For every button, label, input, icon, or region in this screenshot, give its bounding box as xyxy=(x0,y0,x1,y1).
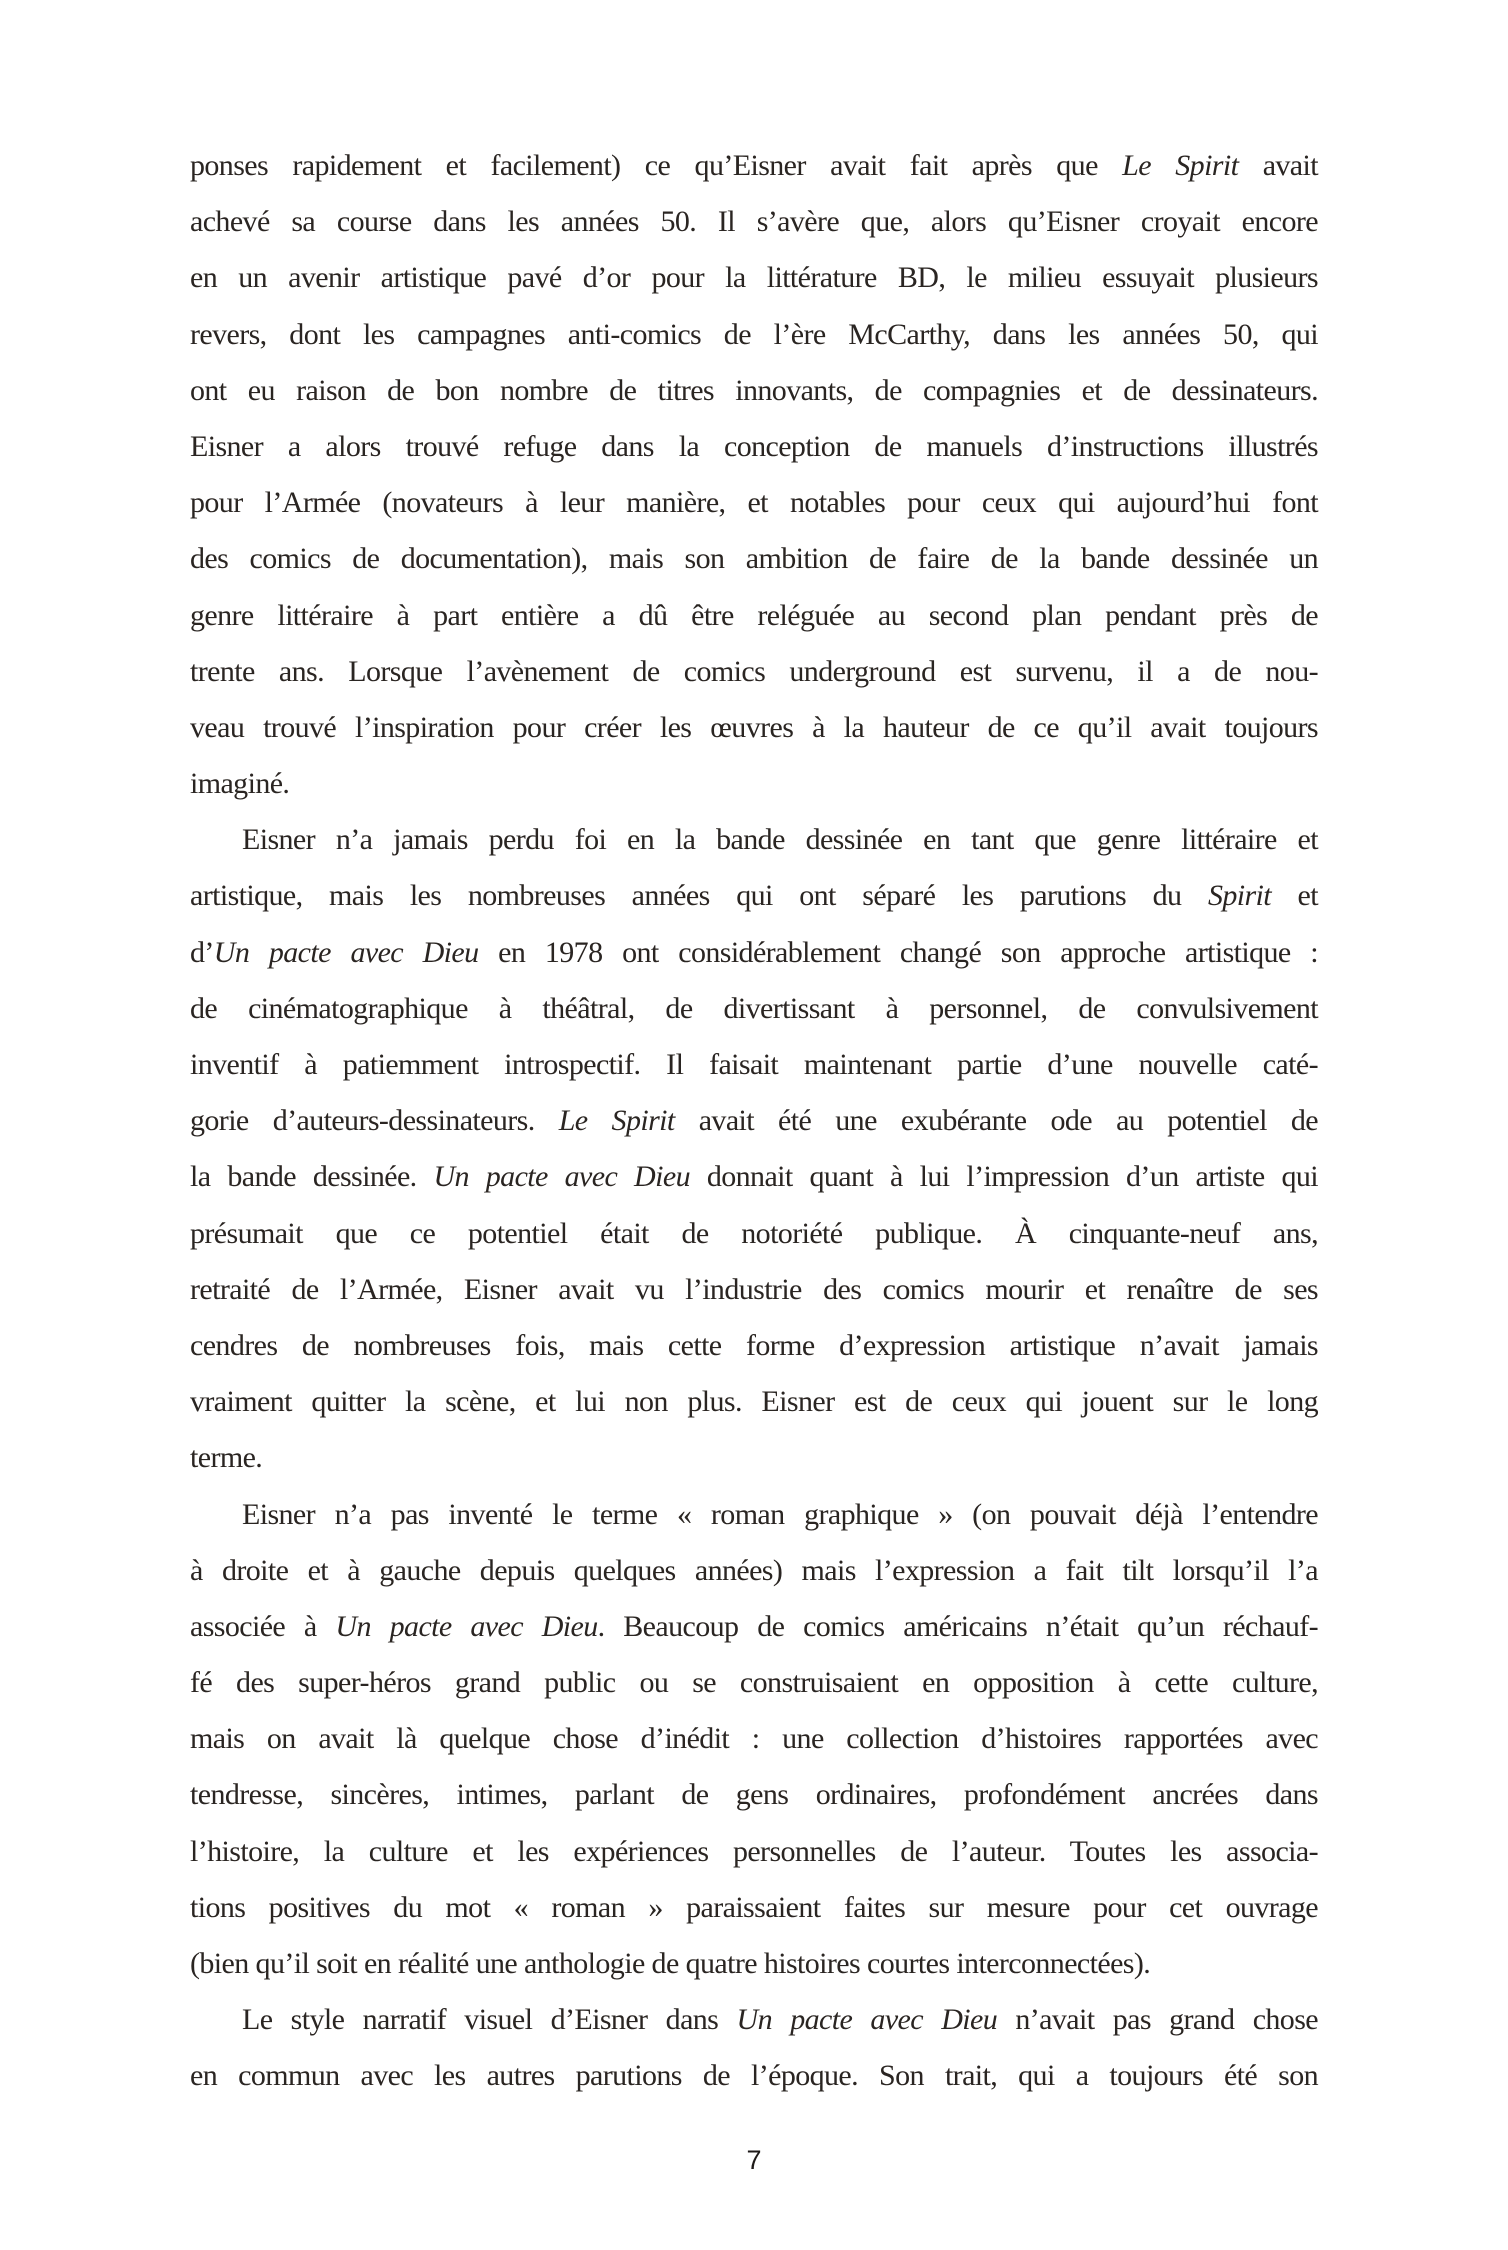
text-run: retraité de l’Armée, Eisner avait vu l’industrie des comics mourir et renaître de ses xyxy=(190,1272,1318,1306)
text-run: en commun avec les autres parutions de l’époque. Son trait, qui a toujours été son xyxy=(190,2059,1318,2093)
text-run: Eisner n’a jamais perdu foi en la bande dessinée en tant que genre littéraire et xyxy=(242,823,1318,857)
text-line xyxy=(190,138,1318,194)
text-line xyxy=(190,1655,1318,1711)
text-run: ont eu raison de bon nombre de titres innovants, de compagnies et de dessinateurs. xyxy=(190,373,1318,407)
text-run: n’avait pas grand chose xyxy=(997,2003,1318,2037)
text-run: tendresse, sincères, intimes, parlant de gens ordinaires, profondément ancrées dans xyxy=(190,1778,1318,1812)
text-line xyxy=(190,1149,1318,1205)
text-line xyxy=(190,588,1318,644)
text-line xyxy=(190,531,1318,587)
text-line xyxy=(190,1824,1318,1880)
text-run: mais on avait là quelque chose d’inédit : une collection d’histoires rapportées avec xyxy=(190,1722,1318,1756)
text-line xyxy=(190,925,1318,981)
text-run: et xyxy=(1271,879,1318,913)
text-run: présumait que ce potentiel était de notoriété publique. À cinquante-neuf ans, xyxy=(190,1216,1318,1250)
text-run: en 1978 ont considérablement changé son approche artistique : xyxy=(478,935,1319,969)
text-run: (bien qu’il soit en réalité une anthologie de quatre histoires courtes interconnectées). xyxy=(190,1947,1151,1980)
text-run: d’ xyxy=(190,935,214,969)
text-line xyxy=(190,756,1318,812)
text-line xyxy=(190,1374,1318,1430)
text-line xyxy=(190,812,1318,868)
text-run: artistique, mais les nombreuses années qui ont séparé les parutions du xyxy=(190,879,1208,913)
italic-title: Un pacte avec Dieu xyxy=(433,1160,690,1194)
text-line xyxy=(190,1430,1318,1486)
text-run: associée à xyxy=(190,1609,336,1643)
text-line xyxy=(190,700,1318,756)
text-run: veau trouvé l’inspiration pour créer les œuvres à la hauteur de ce qu’il avait toujours xyxy=(190,710,1318,744)
text-run: terme. xyxy=(190,1441,263,1475)
text-line xyxy=(190,2048,1318,2104)
text-run: gorie d’auteurs-dessinateurs. xyxy=(190,1104,559,1138)
text-run: vraiment quitter la scène, et lui non plus. Eisner est de ceux qui jouent sur le long xyxy=(190,1385,1318,1419)
text-run: à droite et à gauche depuis quelques années) mais l’expression a fait tilt lorsqu’il l’a xyxy=(190,1553,1318,1587)
text-run: Eisner n’a pas inventé le terme « roman graphique » (on pouvait déjà l’entendre xyxy=(242,1497,1318,1531)
text-line xyxy=(190,1206,1318,1262)
text-run: imaginé. xyxy=(190,767,290,801)
text-run: en un avenir artistique pavé d’or pour la littérature BD, le milieu essuyait plusieurs xyxy=(190,261,1318,295)
text-run: avait été une exubérante ode au potentiel de xyxy=(674,1104,1318,1138)
text-run: avait xyxy=(1238,149,1318,182)
text-run: l’histoire, la culture et les expériences personnelles de l’auteur. Toutes les associa- xyxy=(190,1834,1318,1868)
text-line xyxy=(190,363,1318,419)
text-run: pour l’Armée (novateurs à leur manière, et notables pour ceux qui aujourd’hui font xyxy=(190,486,1318,520)
italic-title: Spirit xyxy=(1207,879,1272,913)
text-run: fé des super-héros grand public ou se construisaient en opposition à cette culture, xyxy=(190,1666,1318,1700)
text-line xyxy=(190,1543,1318,1599)
text-line xyxy=(190,1711,1318,1767)
italic-title: Un pacte avec Dieu xyxy=(335,1609,598,1643)
text-line xyxy=(190,644,1318,700)
text-line xyxy=(190,1992,1318,2048)
text-run: trente ans. Lorsque l’avènement de comics underground est survenu, il a de nou- xyxy=(190,654,1318,688)
text-run: tions positives du mot « roman » paraissaient faites sur mesure pour cet ouvrage xyxy=(190,1890,1318,1924)
text-line xyxy=(190,1093,1318,1149)
text-run: la bande dessinée. xyxy=(190,1160,434,1194)
text-run: genre littéraire à part entière a dû être reléguée au second plan pendant près de xyxy=(190,598,1318,632)
paragraph xyxy=(190,1487,1318,1993)
text-line xyxy=(190,1262,1318,1318)
text-run: donnait quant à lui l’impression d’un artiste qui xyxy=(689,1160,1319,1194)
text-line xyxy=(190,1767,1318,1823)
text-line xyxy=(190,1936,1318,1992)
text-run: Eisner a alors trouvé refuge dans la conception de manuels d’instructions illustrés xyxy=(190,429,1318,463)
text-run: inventif à patiemment introspectif. Il faisait maintenant partie d’une nouvelle caté- xyxy=(190,1048,1318,1081)
text-line xyxy=(190,1318,1318,1374)
italic-title: Un pacte avec Dieu xyxy=(736,2003,998,2037)
paragraph xyxy=(190,812,1318,1486)
text-run: revers, dont les campagnes anti-comics de l’ère McCarthy, dans les années 50, qui xyxy=(190,317,1318,351)
text-line xyxy=(190,1880,1318,1936)
text-run: cendres de nombreuses fois, mais cette forme d’expression artistique n’avait jamais xyxy=(190,1328,1318,1362)
text-run: achevé sa course dans les années 50. Il s’avère que, alors qu’Eisner croyait encore xyxy=(190,205,1318,239)
italic-title: Le Spirit xyxy=(558,1104,675,1138)
text-run: de cinématographique à théâtral, de divertissant à personnel, de convulsivement xyxy=(190,991,1318,1025)
italic-title: Un pacte avec Dieu xyxy=(213,935,479,969)
text-line xyxy=(190,1599,1318,1655)
text-line xyxy=(190,194,1318,250)
text-run: ponses rapidement et facilement) ce qu’Eisner avait fait après que xyxy=(190,149,1123,182)
text-line xyxy=(190,250,1318,306)
text-line xyxy=(190,419,1318,475)
text-line xyxy=(190,1487,1318,1543)
document-page xyxy=(190,138,1318,2105)
paragraph xyxy=(190,1992,1318,2104)
body-text xyxy=(190,138,1318,2105)
text-run: des comics de documentation), mais son ambition de faire de la bande dessinée un xyxy=(190,542,1318,576)
text-run: . Beaucoup de comics américains n’était qu’un réchauf- xyxy=(597,1609,1318,1643)
text-line xyxy=(190,1037,1318,1093)
text-line xyxy=(190,981,1318,1037)
paragraph xyxy=(190,138,1318,812)
text-run: Le style narratif visuel d’Eisner dans xyxy=(242,2003,737,2037)
text-line xyxy=(190,868,1318,924)
page-number: 7 xyxy=(746,2145,762,2175)
italic-title: Le Spirit xyxy=(1122,149,1239,182)
text-line xyxy=(190,307,1318,363)
text-line xyxy=(190,475,1318,531)
